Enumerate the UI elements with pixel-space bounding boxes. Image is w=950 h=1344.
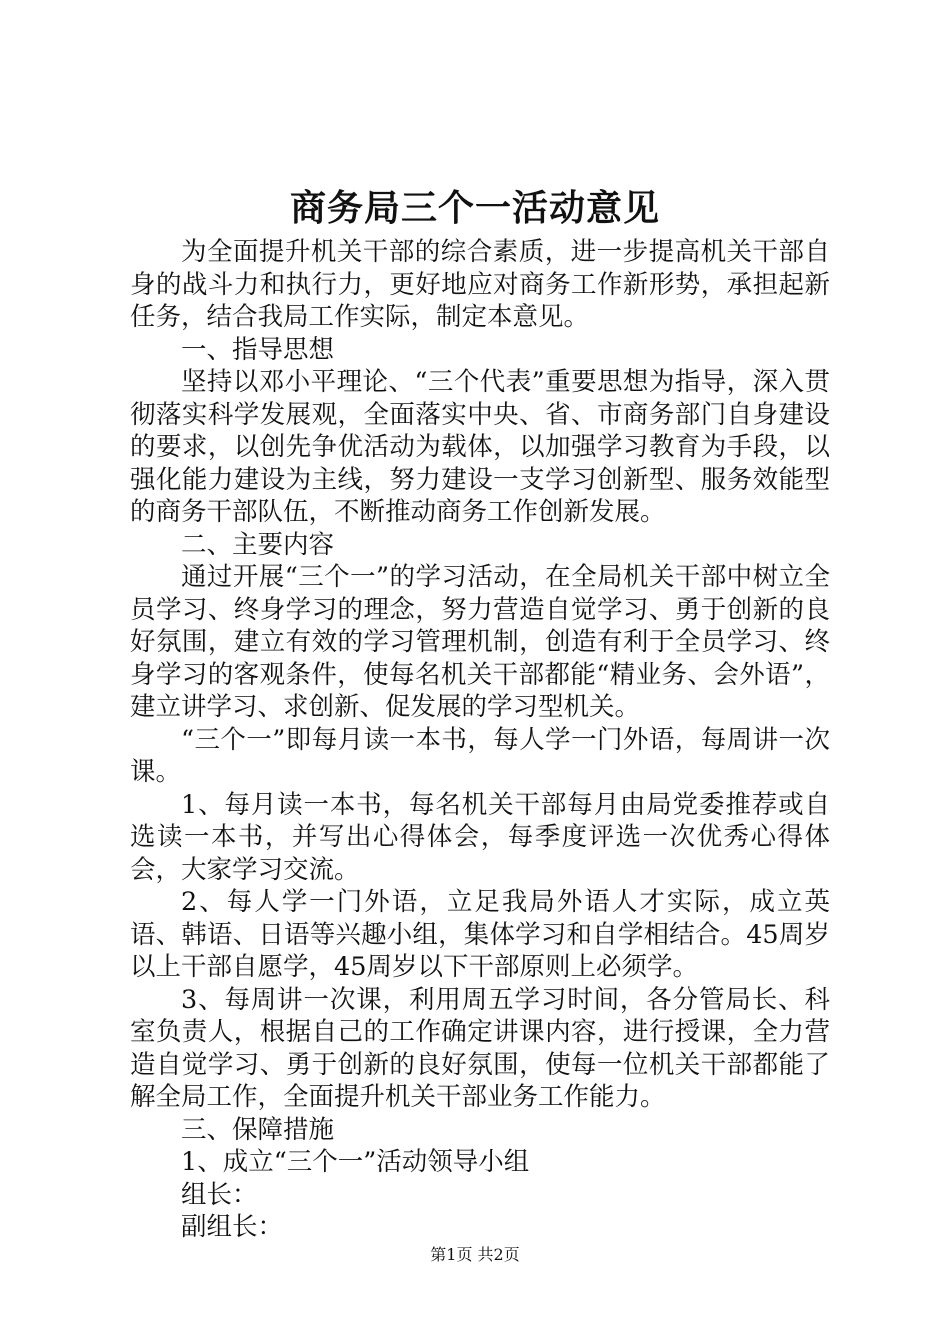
intro-paragraph: 为全面提升机关干部的综合素质，进一步提高机关干部自身的战斗力和执行力，更好地应对商务工作新形势，承担起新任务，结合我局工作实际，制定本意见。 [130, 237, 830, 332]
page-footer: 第1页 共2页 [430, 1245, 520, 1264]
group-leader-line: 组长： [181, 1179, 258, 1210]
document-title: 商务局三个一活动意见 [289, 187, 660, 229]
document-body [130, 236, 830, 1244]
item-read-book: 1、每月读一本书，每名机关干部每月由局党委推荐或自选读一本书，并写出心得体会，每季度评选一次优秀心得体会，大家学习交流。 [130, 789, 830, 885]
section-heading-guiding-thought: 一、指导思想 [181, 334, 335, 365]
safeguard-item-1: 1、成立“三个一”活动领导小组 [181, 1147, 530, 1177]
deputy-group-leader-line: 副组长： [181, 1212, 284, 1242]
main-content-paragraph: 通过开展“三个一”的学习活动，在全局机关干部中树立全员学习、终身学习的理念，努力营造自觉学习、勇于创新的良好氛围，建立有效的学习管理机制，创造有利于全员学习、终身学习的客观条件，使每名机关干部都能“精业务、会外语”，建立讲学习、求创新、促发展的学习型机关。 [130, 562, 830, 722]
section-heading-main-content: 二、主要内容 [181, 529, 335, 560]
item-learn-language: 2、每人学一门外语，立足我局外语人才实际，成立英语、韩语、日语等兴趣小组，集体学习和自学相结合。45周岁以上干部自愿学，45周岁以下干部原则上必须学。 [130, 887, 830, 982]
three-ones-definition: “三个一”即每月读一本书，每人学一门外语，每周讲一次课。 [130, 724, 830, 787]
item-weekly-lecture: 3、每周讲一次课，利用周五学习时间，各分管局长、科室负责人，根据自己的工作确定讲课内容，进行授课，全力营造自觉学习、勇于创新的良好氛围，使每一位机关干部都能了解全局工作，全面提升机关干部业务工作能力。 [130, 984, 830, 1112]
section-heading-safeguards: 三、保障措施 [181, 1114, 335, 1145]
guiding-thought-paragraph: 坚持以邓小平理论、“三个代表”重要思想为指导，深入贯彻落实科学发展观，全面落实中央、省、市商务部门自身建设的要求，以创先争优活动为载体，以加强学习教育为手段，以强化能力建设为主线，努力建设一支学习创新型、服务效能型的商务干部队伍，不断推动商务工作创新发展。 [130, 367, 830, 527]
